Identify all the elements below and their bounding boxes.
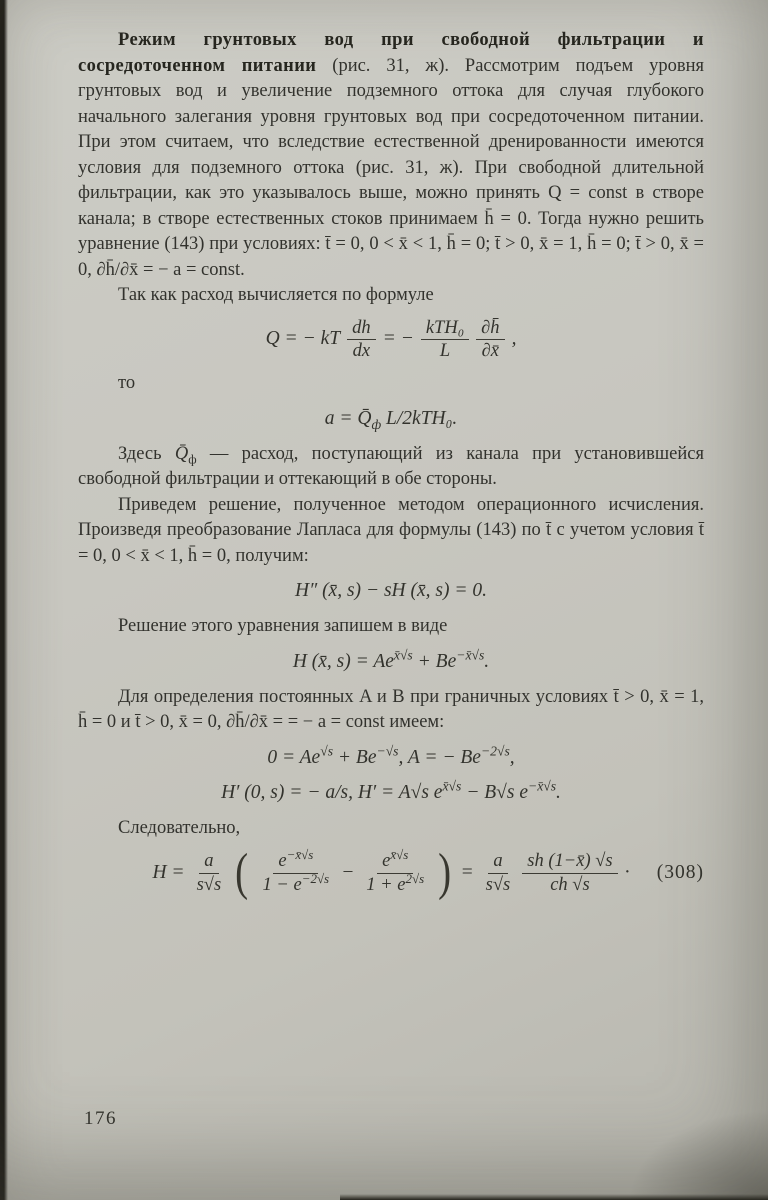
f308-f1-den-base: 1 − e	[262, 873, 302, 895]
gs-exponent-1: x̄√s	[393, 647, 413, 663]
formula-discharge	[78, 318, 704, 363]
f308-f1-base: e	[278, 849, 287, 871]
fraction-denominator: L	[439, 340, 451, 362]
paragraph-constants: Для определения постоянных A и B при граничных условиях t̄ > 0, x̄ = 1, h̄ = 0 и t̄ > 0, x̄ = 0, ∂h̄/∂x̄ = = − a = const имеем:	[78, 686, 704, 733]
fraction-dh-dx-bar	[476, 318, 504, 363]
f308-f1-exp: −x̄√s	[286, 846, 314, 862]
fraction-dh-dx	[347, 318, 376, 363]
fraction-numerator: sh (1−x̄) √s	[522, 851, 617, 874]
paragraph-solution-lead: Решение этого уравнения запишем в виде	[118, 616, 448, 637]
fraction-numerator: dh	[347, 318, 376, 341]
fraction-denominator	[361, 870, 429, 896]
f308-lhs: H =	[152, 861, 185, 883]
formula-general-solution-body	[293, 649, 489, 676]
b2-p3: .	[556, 782, 561, 804]
formula-308	[78, 844, 704, 902]
fraction-denominator: ch √s	[550, 873, 590, 895]
page-content	[78, 28, 704, 904]
q-bar-symbol: Q̄	[174, 443, 189, 464]
b1-p3: , A = − Be	[398, 746, 481, 768]
paragraph-qf-explanation	[78, 442, 704, 493]
run-in-heading: Режим грунтовых вод при свободной фильтрации и сосредоточенном питании	[78, 30, 704, 76]
fraction-denominator: ∂x̄	[481, 340, 500, 362]
f308-f1-den-exp: −2√s	[301, 870, 330, 886]
fraction-kth0-l	[421, 318, 469, 363]
f308-f2-base: e	[382, 849, 391, 871]
page-number: 176	[84, 1108, 117, 1129]
fraction-numerator: kTH₀	[421, 318, 469, 341]
scan-shadow-corner	[628, 1110, 768, 1200]
b2-p1: H′ (0, s) = − a/s, H′ = A√s e	[221, 782, 443, 804]
paragraph-discharge-lead: Так как расход вычисляется по формуле	[118, 285, 434, 306]
f308-f2-den-exp: 2√s	[405, 870, 425, 886]
f308-equals: =	[460, 861, 474, 883]
paragraph-therefore: Следовательно,	[118, 818, 241, 839]
formula-discharge-lhs: Q = − kT	[265, 328, 341, 350]
b1-p1: 0 = Ae	[267, 746, 321, 768]
b1-exp-1: √s	[320, 743, 333, 759]
f308-f2-den-base: 1 + e	[366, 873, 406, 895]
fraction-denominator: dx	[352, 340, 371, 362]
f308-minus: −	[341, 861, 355, 883]
fraction-exp-neg	[258, 846, 335, 896]
formula-discharge-comma: ,	[511, 328, 517, 350]
formula-boundary-1	[78, 745, 704, 772]
fraction-exp-pos	[361, 846, 429, 896]
gs-mid: + Be	[412, 650, 457, 672]
close-paren: )	[438, 844, 452, 902]
paragraph-laplace: Приведем решение, полученное методом операционного исчисления. Произведя преобразование Лапласа для формулы (143) по t̄ с учетом условия t̄ = 0, 0 < x̄ < 1, h̄ = 0, получим:	[78, 494, 704, 566]
b1-exp-3: −2√s	[480, 743, 510, 759]
scan-edge-left	[0, 0, 8, 1200]
formula-ode	[78, 578, 704, 605]
formula-general-solution	[78, 649, 704, 676]
paragraph-regime-text: (рис. 31, ж). Рассмотрим подъем уровня грунтовых вод и увеличение подземного оттока для случая глубокого начального залегания уровня грунтовых вод при сосредоточенном питании. При этом считаем, что вследствие естественной дренированности имеются условия для подземного оттока (рис. 31, ж). При свободной длительной фильтрации, как это указывалось выше, можно принять Q = const в створе канала; в створе естественных стоков принимаем h̄ = 0. Тогда нужно решить уравнение (143) при условиях: t̄ = 0, 0 < x̄ < 1, h̄ = 0; t̄ > 0, x̄ = 1, h̄ = 0; t̄ > 0, x̄ = 0, ∂h̄/∂x̄ = − a = const.	[78, 55, 704, 280]
fraction-denominator	[258, 870, 335, 896]
f308-dot: ·	[624, 861, 630, 883]
f308-f2-exp: x̄√s	[390, 846, 409, 862]
fraction-numerator: a	[488, 851, 507, 874]
paragraph-qf-post: — расход, поступающий из канала при установившейся свободной фильтрации и оттекающий в обе стороны.	[78, 443, 704, 490]
b2-p2: − B√s e	[461, 782, 528, 804]
fraction-sh-ch	[522, 851, 617, 896]
fraction-a-over-ssqrt-2	[481, 851, 516, 896]
formula-boundary-2-body	[221, 780, 561, 807]
b1-p2: + Be	[333, 746, 377, 768]
formula-boundary-1-body	[267, 745, 514, 772]
open-paren: (	[235, 844, 249, 902]
connector-to: то	[118, 373, 136, 394]
paragraph-regime-intro	[78, 28, 704, 283]
q-bar-subscript: ф	[188, 451, 197, 467]
fraction-numerator: ∂h̄	[476, 318, 504, 341]
gs-pre: H (x̄, s) = Ae	[292, 650, 394, 672]
paragraph-qf-pre: Здесь	[118, 443, 175, 464]
formula-a-post: L/2kTH₀.	[381, 407, 458, 429]
formula-discharge-equals: = −	[382, 328, 414, 350]
b2-exp-1: x̄√s	[442, 778, 462, 794]
q-bar-symbol: Q̄	[357, 407, 372, 429]
equation-number: (308)	[656, 861, 704, 883]
fraction-denominator: s√s	[485, 873, 511, 895]
fraction-denominator: s√s	[196, 873, 222, 895]
formula-ode-text: H″ (x̄, s) − sH (x̄, s) = 0.	[294, 580, 488, 602]
b1-p4: ,	[509, 746, 515, 768]
fraction-numerator: a	[199, 851, 218, 874]
formula-a-definition	[78, 406, 704, 433]
formula-boundary-2	[78, 780, 704, 807]
formula-a-pre: a =	[324, 407, 358, 429]
gs-exponent-2: −x̄√s	[456, 647, 485, 663]
b1-exp-2: −√s	[376, 743, 399, 759]
b2-exp-2: −x̄√s	[527, 778, 557, 794]
q-bar-subscript: ф	[371, 416, 382, 432]
gs-end: .	[484, 650, 490, 672]
formula-a-parts	[325, 406, 458, 433]
fraction-a-over-ssqrt	[192, 851, 227, 896]
